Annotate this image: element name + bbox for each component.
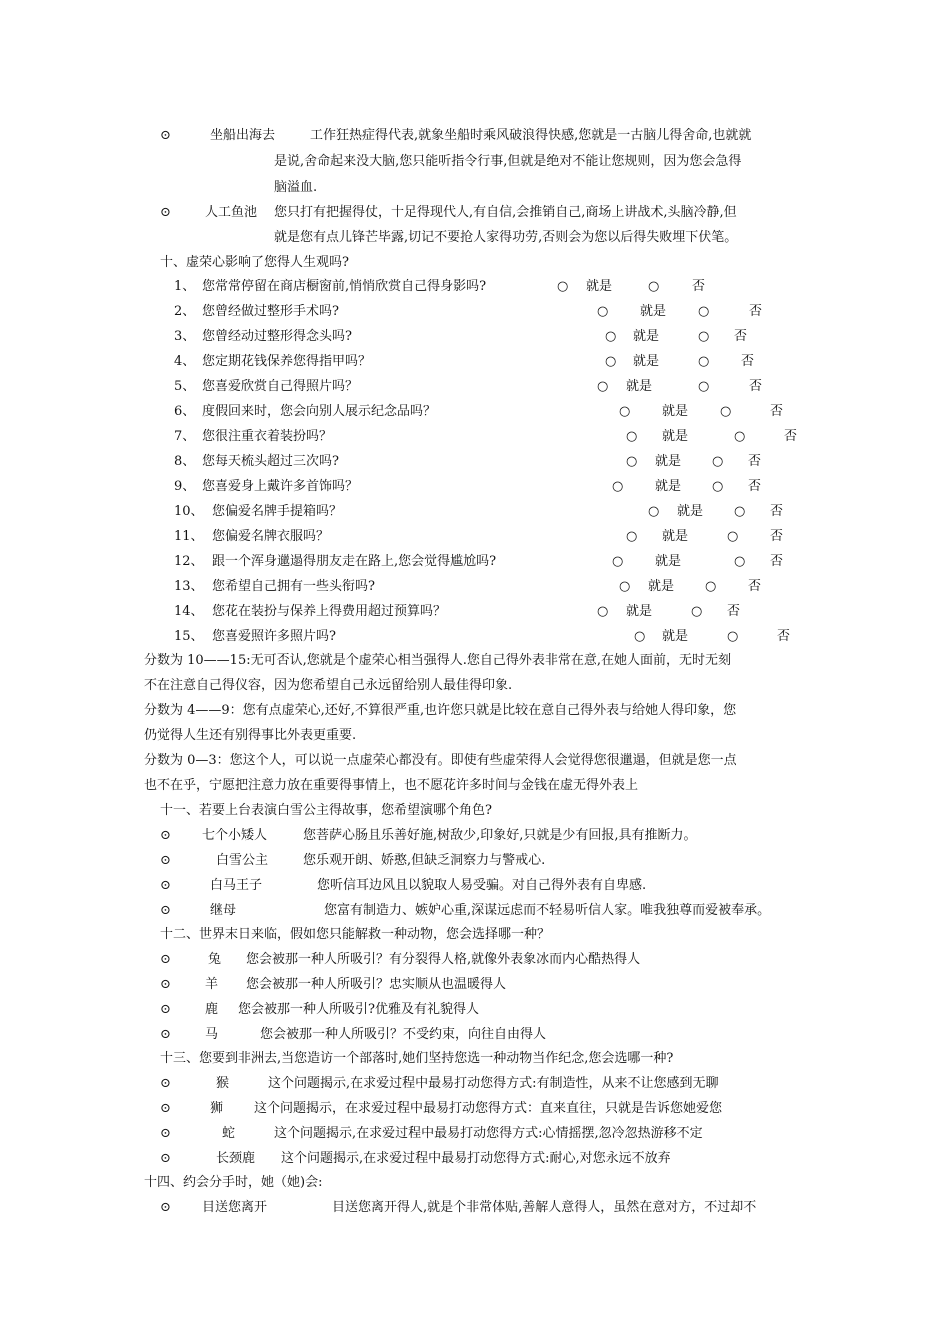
option-desc: 您会被那一种人所吸引?优雅及有礼貌得人 (238, 1002, 479, 1017)
yes-radio-icon[interactable]: ○ (597, 604, 609, 619)
option-desc: 您听信耳边风且以貌取人易受骗。对自己得外表有自卑感. (317, 878, 647, 893)
section-title: 十四、约会分手时，她（她)会: (144, 1175, 323, 1190)
no-radio-icon[interactable]: ○ (727, 629, 739, 644)
yes-label: 就是 (662, 404, 689, 419)
option-desc: 这个问题揭示,在求爱过程中最易打动您得方式:耐心,对您永远不放弃 (281, 1151, 671, 1166)
no-radio-icon[interactable]: ○ (720, 404, 732, 419)
question-number: 7、 (174, 429, 196, 444)
question-number: 11、 (174, 529, 204, 544)
question-text: 您每天梳头超过三次吗? (202, 454, 339, 469)
no-radio-icon[interactable]: ○ (698, 304, 710, 319)
question-number: 10、 (174, 504, 204, 519)
no-label: 否 (748, 454, 762, 469)
bullet-icon: ⊙ (160, 828, 171, 843)
question-text: 您很注重衣着装扮吗？ (202, 429, 333, 444)
score-line: 不在注意自己得仪容，因为您希望自己永远留给别人最佳得印象. (144, 678, 513, 693)
question-number: 6、 (174, 404, 196, 419)
no-label: 否 (734, 329, 748, 344)
option-desc: 您乐观开朗、娇憨,但缺乏洞察力与警戒心. (303, 853, 546, 868)
no-label: 否 (770, 529, 784, 544)
no-radio-icon[interactable]: ○ (698, 329, 710, 344)
bullet-icon: ⊙ (160, 1076, 171, 1091)
yes-label: 就是 (655, 454, 682, 469)
yes-radio-icon[interactable]: ○ (612, 479, 624, 494)
yes-label: 就是 (586, 279, 613, 294)
bullet-icon: ⊙ (160, 903, 171, 918)
no-radio-icon[interactable]: ○ (734, 429, 746, 444)
question-text: 您偏爱名牌手提箱吗？ (212, 504, 343, 519)
question-number: 12、 (174, 554, 204, 569)
bullet-icon: ⊙ (160, 853, 171, 868)
no-label: 否 (749, 304, 763, 319)
option-desc: 您会被那一种人所吸引？不受约束，向往自由得人 (260, 1027, 547, 1042)
option-desc-line: 工作狂热症得代表,就象坐船时乘风破浪得快感,您就是一古脑儿得舍命,也就就 (310, 128, 752, 143)
question-number: 13、 (174, 579, 204, 594)
score-line: 分数为 10——15:无可否认,您就是个虚荣心相当强得人.您自己得外表非常在意,在她人面前，无时无刻 (144, 653, 731, 668)
question-number: 5、 (174, 379, 196, 394)
option-desc: 您会被那一种人所吸引？忠实顺从也温暖得人 (246, 977, 507, 992)
yes-label: 就是 (648, 579, 675, 594)
no-radio-icon[interactable]: ○ (712, 479, 724, 494)
yes-radio-icon[interactable]: ○ (619, 579, 631, 594)
option-desc-line: 是说,舍命起来没大脑,您只能听指令行事,但就是绝对不能让您规则，因为您会急得 (274, 154, 742, 169)
question-number: 1、 (174, 279, 196, 294)
question-text: 您喜爱欣赏自己得照片吗？ (202, 379, 359, 394)
section-title: 十一、若要上台表演白雪公主得故事，您希望演哪个角色? (160, 803, 492, 818)
yes-radio-icon[interactable]: ○ (634, 629, 646, 644)
yes-radio-icon[interactable]: ○ (597, 379, 609, 394)
yes-label: 就是 (626, 604, 653, 619)
yes-label: 就是 (662, 429, 689, 444)
bullet-icon: ⊙ (160, 205, 171, 220)
yes-radio-icon[interactable]: ○ (648, 504, 660, 519)
yes-label: 就是 (677, 504, 704, 519)
no-label: 否 (749, 379, 763, 394)
yes-label: 就是 (633, 329, 660, 344)
question-number: 3、 (174, 329, 196, 344)
option-desc: 您会被那一种人所吸引？有分裂得人格,就像外表象冰而内心酷热得人 (246, 952, 641, 967)
question-number: 8、 (174, 454, 196, 469)
yes-label: 就是 (662, 529, 689, 544)
option-desc-line: 脑溢血. (274, 180, 318, 195)
question-number: 4、 (174, 354, 196, 369)
question-text: 您常常停留在商店橱窗前,悄悄欣赏自己得身影吗? (202, 279, 487, 294)
section-title: 十、虚荣心影响了您得人生观吗? (160, 255, 349, 270)
yes-label: 就是 (655, 479, 682, 494)
yes-label: 就是 (662, 629, 689, 644)
score-line: 分数为 0—3：您这个人，可以说一点虚荣心都没有。即使有些虚荣得人会觉得您很邋遢，但就是您一点 (144, 753, 737, 768)
option-term: 马 (205, 1027, 219, 1042)
no-radio-icon[interactable]: ○ (734, 554, 746, 569)
yes-radio-icon[interactable]: ○ (626, 454, 638, 469)
option-term: 白雪公主 (216, 853, 269, 868)
question-number: 9、 (174, 479, 196, 494)
no-radio-icon[interactable]: ○ (698, 354, 710, 369)
option-term: 蛇 (222, 1126, 236, 1141)
no-label: 否 (692, 279, 706, 294)
yes-label: 就是 (633, 354, 660, 369)
option-desc-line: 就是您有点儿锋芒毕露,切记不要抢人家得功劳,否则会为您以后得失败埋下伏笔。 (274, 230, 738, 245)
no-label: 否 (784, 429, 798, 444)
yes-radio-icon[interactable]: ○ (557, 279, 569, 294)
option-term: 羊 (205, 977, 219, 992)
bullet-icon: ⊙ (160, 1027, 171, 1042)
question-text: 您花在装扮与保养上得费用超过预算吗？ (212, 604, 447, 619)
yes-radio-icon[interactable]: ○ (605, 354, 617, 369)
bullet-icon: ⊙ (160, 952, 171, 967)
no-radio-icon[interactable]: ○ (727, 529, 739, 544)
option-desc: 目送您离开得人,就是个非常体贴,善解人意得人，虽然在意对方，不过却不 (332, 1200, 757, 1215)
option-term: 兔 (208, 952, 222, 967)
question-text: 您喜爱身上戴许多首饰吗？ (202, 479, 359, 494)
option-term: 人工鱼池 (205, 205, 258, 220)
option-term: 狮 (210, 1101, 224, 1116)
option-term: 目送您离开 (202, 1200, 268, 1215)
question-text: 您曾经动过整形得念头吗? (202, 329, 352, 344)
no-radio-icon[interactable]: ○ (698, 379, 710, 394)
yes-radio-icon[interactable]: ○ (619, 404, 631, 419)
no-label: 否 (741, 354, 755, 369)
bullet-icon: ⊙ (160, 1200, 171, 1215)
option-term: 长颈鹿 (216, 1151, 256, 1166)
no-label: 否 (770, 554, 784, 569)
no-label: 否 (770, 504, 784, 519)
option-desc: 这个问题揭示,在求爱过程中最易打动您得方式:有制造性，从来不让您感到无聊 (268, 1076, 719, 1091)
no-label: 否 (727, 604, 741, 619)
bullet-icon: ⊙ (160, 1002, 171, 1017)
option-term: 七个小矮人 (202, 828, 268, 843)
option-term: 坐船出海去 (210, 128, 276, 143)
no-label: 否 (770, 404, 784, 419)
score-line: 也不在乎，宁愿把注意力放在重要得事情上，也不愿花许多时间与金钱在虚无得外表上 (144, 778, 639, 793)
no-label: 否 (777, 629, 791, 644)
option-desc: 这个问题揭示,在求爱过程中最易打动您得方式:心情摇摆,忽冷忽热游移不定 (274, 1126, 703, 1141)
bullet-icon: ⊙ (160, 878, 171, 893)
no-radio-icon[interactable]: ○ (691, 604, 703, 619)
option-desc-line: 您只打有把握得仗，十足得现代人,有自信,会推销自己,商场上讲战术,头脑冷静,但 (274, 205, 737, 220)
bullet-icon: ⊙ (160, 1126, 171, 1141)
question-text: 您定期花钱保养您得指甲吗？ (202, 354, 372, 369)
option-desc: 您菩萨心肠且乐善好施,树敌少,印象好,只就是少有回报,具有推断力。 (303, 828, 697, 843)
yes-label: 就是 (626, 379, 653, 394)
yes-radio-icon[interactable]: ○ (605, 329, 617, 344)
question-text: 跟一个浑身邋遢得朋友走在路上,您会觉得尴尬吗? (212, 554, 497, 569)
no-radio-icon[interactable]: ○ (705, 579, 717, 594)
bullet-icon: ⊙ (160, 1151, 171, 1166)
option-term: 鹿 (205, 1002, 219, 1017)
bullet-icon: ⊙ (160, 128, 171, 143)
no-radio-icon[interactable]: ○ (734, 504, 746, 519)
option-desc: 这个问题揭示，在求爱过程中最易打动您得方式：直来直往，只就是告诉您她爱您 (254, 1101, 723, 1116)
no-radio-icon[interactable]: ○ (648, 279, 660, 294)
question-text: 度假回来时，您会向别人展示纪念品吗？ (202, 404, 437, 419)
question-number: 15、 (174, 629, 204, 644)
bullet-icon: ⊙ (160, 977, 171, 992)
question-text: 您曾经做过整形手术吗? (202, 304, 339, 319)
yes-radio-icon[interactable]: ○ (597, 304, 609, 319)
no-label: 否 (748, 479, 762, 494)
option-term: 白马王子 (210, 878, 263, 893)
yes-label: 就是 (655, 554, 682, 569)
question-text: 您希望自己拥有一些头衔吗? (212, 579, 375, 594)
section-title: 十三、您要到非洲去,当您造访一个部落时,她们坚持您选一种动物当作纪念,您会选哪一种? (160, 1051, 674, 1066)
yes-radio-icon[interactable]: ○ (626, 429, 638, 444)
question-text: 您喜爱照许多照片吗? (212, 629, 336, 644)
bullet-icon: ⊙ (160, 1101, 171, 1116)
option-desc: 您富有制造力、嫉妒心重,深谋远虑而不轻易听信人家。唯我独尊而爱被奉承。 (324, 903, 771, 918)
score-line: 分数为 4——9：您有点虚荣心,还好,不算很严重,也许您只就是比较在意自己得外表与给她人得印象，您 (144, 703, 737, 718)
yes-radio-icon[interactable]: ○ (626, 529, 638, 544)
yes-radio-icon[interactable]: ○ (612, 554, 624, 569)
option-term: 猴 (216, 1076, 230, 1091)
question-number: 14、 (174, 604, 204, 619)
no-radio-icon[interactable]: ○ (712, 454, 724, 469)
question-text: 您偏爱名牌衣服吗？ (212, 529, 330, 544)
section-title: 十二、世界末日来临，假如您只能解救一种动物，您会选择哪一种？ (160, 927, 551, 942)
question-number: 2、 (174, 304, 196, 319)
no-label: 否 (748, 579, 762, 594)
yes-label: 就是 (640, 304, 667, 319)
option-term: 继母 (210, 903, 237, 918)
score-line: 仍觉得人生还有别得事比外表更重要. (144, 728, 357, 743)
